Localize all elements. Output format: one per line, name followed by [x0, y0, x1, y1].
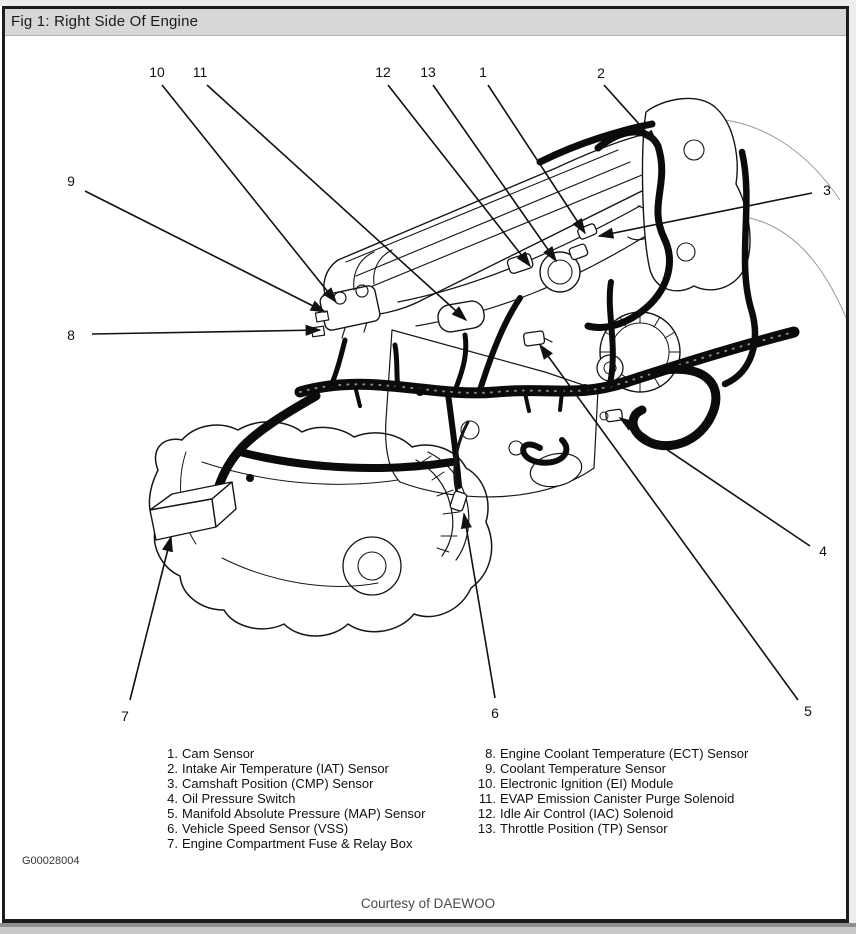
- body-panel-lines: [648, 118, 852, 332]
- legend-label: Throttle Position (TP) Sensor: [500, 821, 668, 836]
- frame-bottom-strip: [0, 927, 856, 934]
- oil-pressure-switch: [600, 409, 623, 422]
- legend-num: 11.: [478, 791, 496, 806]
- legend-row: [462, 761, 748, 776]
- callout-11: 11: [192, 64, 208, 80]
- legend-label: Coolant Temperature Sensor: [500, 761, 666, 776]
- frame-right-strip: [849, 0, 856, 934]
- legend-num: 12.: [477, 806, 496, 821]
- legend-row: [462, 821, 748, 836]
- leader-12: [388, 85, 530, 266]
- page-title: Fig 1: Right Side Of Engine: [11, 13, 199, 30]
- callout-10: 10: [149, 64, 165, 80]
- callout-7: 7: [121, 708, 129, 724]
- legend-label: Manifold Absolute Pressure (MAP) Sensor: [182, 806, 426, 821]
- leader-9: [85, 191, 325, 312]
- legend-row: [462, 791, 748, 806]
- legend-row: [148, 791, 426, 806]
- legend-row: [462, 806, 748, 821]
- callout-8: 8: [67, 327, 75, 343]
- legend-label: Cam Sensor: [182, 746, 255, 761]
- leader-13: [433, 85, 556, 261]
- callout-3: 3: [823, 182, 831, 198]
- fuse-relay-box: [150, 482, 236, 540]
- map-sensor: [523, 331, 552, 347]
- frame-border-right: [846, 6, 849, 923]
- legend-column-left: [148, 746, 426, 851]
- legend-label: Intake Air Temperature (IAT) Sensor: [182, 761, 389, 776]
- callout-2: 2: [597, 65, 605, 81]
- throttle-body: [506, 243, 588, 292]
- legend-num: 13.: [477, 821, 496, 836]
- leader-6: [464, 514, 495, 698]
- legend-row: [148, 821, 426, 836]
- callout-5: 5: [804, 703, 812, 719]
- engine-block: [386, 330, 598, 497]
- ect-sensor: [312, 326, 325, 337]
- leader-5: [540, 345, 798, 700]
- leader-3: [599, 193, 812, 236]
- frame-border-bottom: [2, 919, 849, 923]
- legend-num: 9.: [485, 761, 496, 776]
- legend-label: Engine Compartment Fuse & Relay Box: [182, 836, 413, 851]
- callout-6: 6: [491, 705, 499, 721]
- legend-column-right: [462, 746, 748, 836]
- title-bar: [5, 9, 846, 36]
- coolant-temp-sensor: [315, 311, 328, 322]
- legend-label: Engine Coolant Temperature (ECT) Sensor: [500, 746, 749, 761]
- legend-label: Vehicle Speed Sensor (VSS): [182, 821, 349, 836]
- valve-cover: [398, 206, 655, 326]
- legend-row: [148, 746, 426, 761]
- leader-8: [92, 330, 320, 334]
- mounting-bracket: [643, 98, 750, 290]
- callout-9: 9: [67, 173, 75, 189]
- legend-row: [462, 746, 748, 761]
- legend-label: Idle Air Control (IAC) Solenoid: [500, 806, 674, 821]
- leader-2: [604, 85, 657, 144]
- callout-4: 4: [819, 543, 827, 559]
- frame-border-top: [2, 6, 849, 9]
- leader-1: [488, 85, 585, 233]
- cam-sensor: [577, 223, 598, 240]
- legend-num: 6.: [167, 821, 178, 836]
- legend-row: [462, 776, 748, 791]
- legend-num: 10.: [477, 776, 496, 791]
- leader-4: [620, 418, 810, 546]
- legend-num: 8.: [485, 746, 496, 761]
- callout-12: 12: [375, 64, 391, 80]
- callout-13: 13: [420, 64, 436, 80]
- legend-label: Electronic Ignition (EI) Module: [500, 776, 674, 791]
- callout-1: 1: [479, 64, 487, 80]
- wiring-harness: [217, 124, 794, 492]
- legend-row: [148, 836, 426, 851]
- figure-code: G00028004: [22, 855, 80, 867]
- leader-7: [130, 537, 171, 700]
- leader-10: [162, 85, 336, 302]
- legend-row: [148, 806, 426, 821]
- courtesy-credit: Courtesy of DAEWOO: [360, 896, 496, 911]
- ignition-module: [319, 250, 392, 331]
- vss-sensor: [450, 422, 468, 512]
- legend-label: Oil Pressure Switch: [182, 791, 296, 806]
- intake-manifold: [324, 135, 665, 338]
- iac-solenoid: [506, 253, 533, 275]
- alternator: [597, 312, 680, 392]
- transmission: [149, 422, 491, 636]
- legend-label: EVAP Emission Canister Purge Solenoid: [500, 791, 735, 806]
- legend-label: Camshaft Position (CMP) Sensor: [182, 776, 374, 791]
- tp-sensor: [568, 243, 588, 260]
- legend-row: [148, 761, 426, 776]
- frame-border-left: [2, 6, 5, 923]
- legend-num: 4.: [167, 791, 178, 806]
- legend-num: 7.: [167, 836, 178, 851]
- leader-lines: [85, 85, 812, 700]
- legend-row: [148, 776, 426, 791]
- purge-solenoid: [436, 299, 486, 334]
- legend-num: 2.: [167, 761, 178, 776]
- legend-num: 5.: [167, 806, 178, 821]
- leader-11: [207, 85, 466, 320]
- legend-num: 3.: [167, 776, 178, 791]
- legend-num: 1.: [167, 746, 178, 761]
